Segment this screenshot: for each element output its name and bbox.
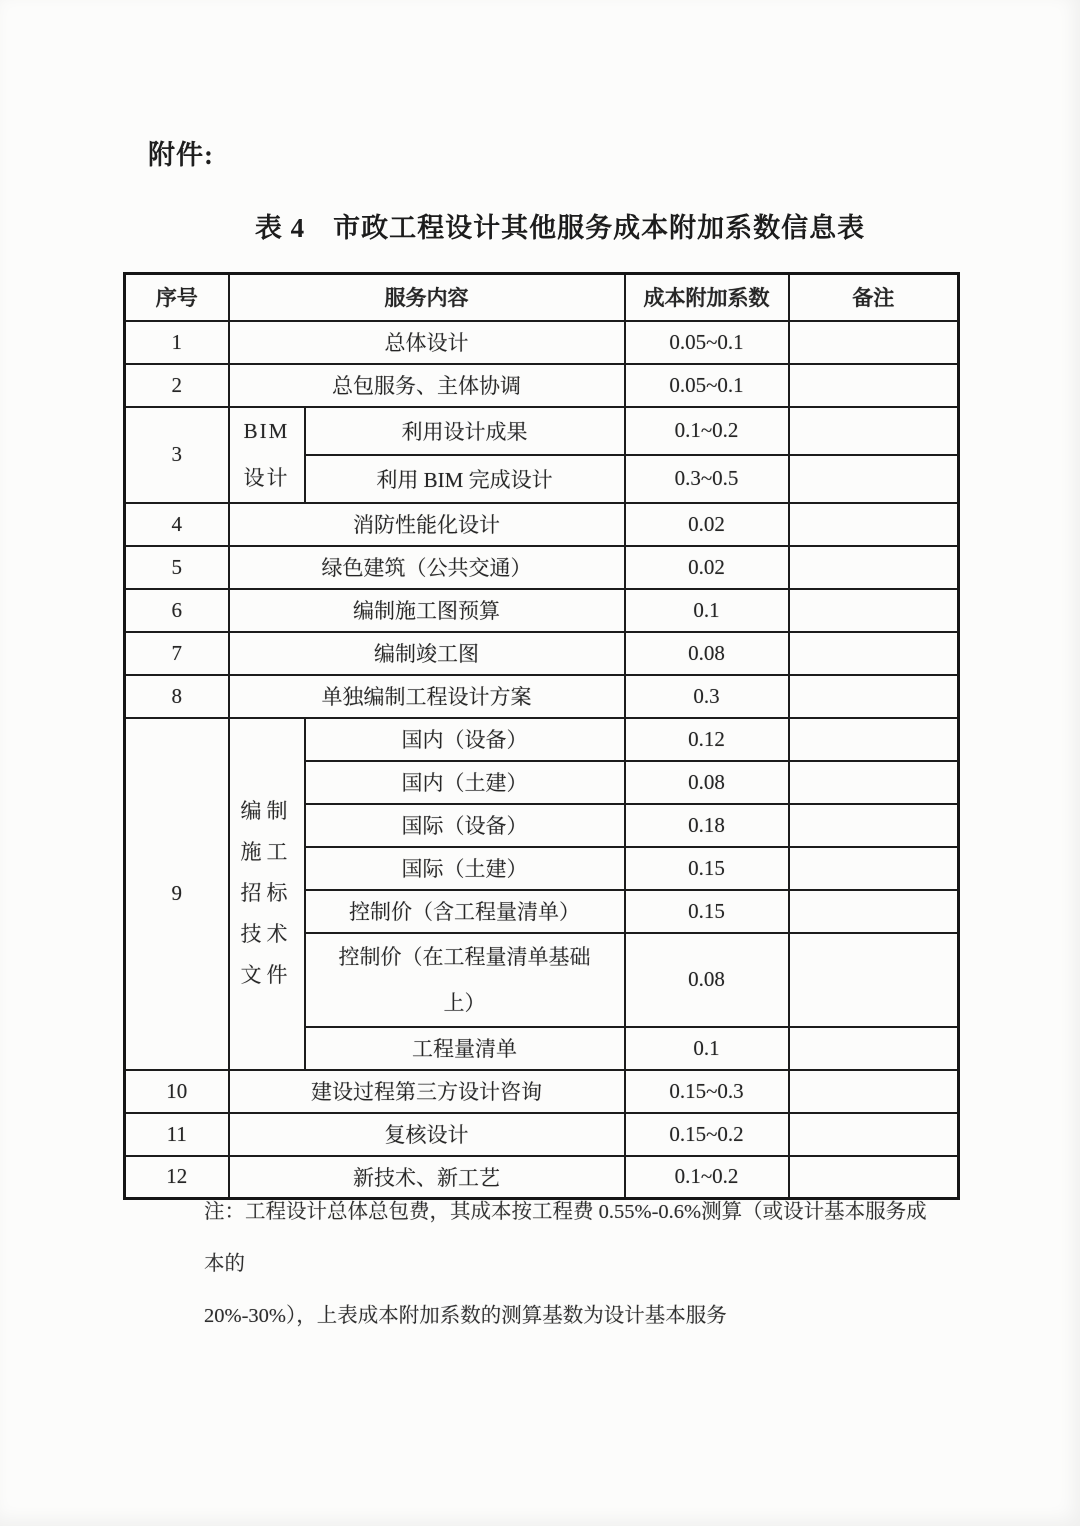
cost-coefficient-table: [123, 272, 960, 1200]
header-no: 序号: [125, 274, 229, 321]
service-cell: 编制施工图预算: [229, 589, 625, 632]
remark-cell: [789, 321, 959, 364]
coefficient-cell: 0.18: [625, 804, 789, 847]
coefficient-cell: 0.15: [625, 847, 789, 890]
coefficient-cell: 0.05~0.1: [625, 364, 789, 407]
remark-cell: [789, 589, 959, 632]
header-service: 服务内容: [229, 274, 625, 321]
service-cell: 国际（设备）: [305, 804, 625, 847]
service-cell: 新技术、新工艺: [229, 1156, 625, 1199]
row-no: 1: [125, 321, 229, 364]
header-coefficient: 成本附加系数: [625, 274, 789, 321]
row-no: 10: [125, 1070, 229, 1113]
group-label-line: 招标: [240, 881, 293, 905]
row-no: 3: [125, 407, 229, 503]
group-label-bim: [229, 407, 305, 503]
footnote-line: 注：工程设计总体总包费，其成本按工程费 0.55%-0.6%测算（或设计基本服务成本的: [204, 1201, 927, 1275]
row-no: 2: [125, 364, 229, 407]
group-label-line: 设计: [243, 465, 290, 490]
table-row: [125, 407, 959, 455]
remark-cell: [789, 890, 959, 933]
row-no: 5: [125, 546, 229, 589]
table-row: [125, 675, 959, 718]
service-cell: 利用 BIM 完成设计: [305, 455, 625, 503]
remark-cell: [789, 503, 959, 546]
service-cell: 国内（设备）: [305, 718, 625, 761]
coefficient-cell: 0.02: [625, 503, 789, 546]
remark-cell: [789, 761, 959, 804]
remark-cell: [789, 364, 959, 407]
coefficient-cell: 0.15: [625, 890, 789, 933]
row-no: 7: [125, 632, 229, 675]
service-cell: 复核设计: [229, 1113, 625, 1156]
table-header-row: [125, 274, 959, 321]
service-cell: 利用设计成果: [305, 407, 625, 455]
coefficient-cell: 0.3~0.5: [625, 455, 789, 503]
remark-cell: [789, 632, 959, 675]
service-cell: 控制价（含工程量清单）: [305, 890, 625, 933]
remark-cell: [789, 675, 959, 718]
row-no: 8: [125, 675, 229, 718]
group-label-line: 技术: [240, 922, 293, 946]
table-row: [125, 503, 959, 546]
page-title: 表 4 市政工程设计其他服务成本附加系数信息表: [254, 213, 866, 243]
coefficient-cell: 0.1~0.2: [625, 407, 789, 455]
table-row: [125, 1113, 959, 1156]
service-cell: [305, 933, 625, 1027]
remark-cell: [789, 804, 959, 847]
coefficient-cell: 0.15~0.2: [625, 1113, 789, 1156]
remark-cell: [789, 933, 959, 1027]
remark-cell: [789, 718, 959, 761]
table-row: [125, 632, 959, 675]
remark-cell: [789, 546, 959, 589]
row-no: 4: [125, 503, 229, 546]
coefficient-cell: 0.08: [625, 933, 789, 1027]
group-label-line: BIM: [243, 418, 290, 443]
remark-cell: [789, 1027, 959, 1070]
header-remark: 备注: [789, 274, 959, 321]
service-cell: 编制竣工图: [229, 632, 625, 675]
footnote: [204, 1186, 944, 1342]
service-cell: 单独编制工程设计方案: [229, 675, 625, 718]
remark-cell: [789, 847, 959, 890]
coefficient-cell: 0.12: [625, 718, 789, 761]
coefficient-cell: 0.05~0.1: [625, 321, 789, 364]
service-cell: 国内（土建）: [305, 761, 625, 804]
coefficient-cell: 0.15~0.3: [625, 1070, 789, 1113]
service-cell: 绿色建筑（公共交通）: [229, 546, 625, 589]
table-row: [125, 589, 959, 632]
service-cell: 国际（土建）: [305, 847, 625, 890]
attachment-label: 附件:: [148, 140, 214, 170]
coefficient-cell: 0.02: [625, 546, 789, 589]
service-cell: 总包服务、主体协调: [229, 364, 625, 407]
coefficient-cell: 0.1~0.2: [625, 1156, 789, 1199]
service-cell: 总体设计: [229, 321, 625, 364]
coefficient-cell: 0.08: [625, 761, 789, 804]
table-row: [125, 546, 959, 589]
table-row: [125, 1070, 959, 1113]
remark-cell: [789, 407, 959, 455]
table-row: [125, 364, 959, 407]
remark-cell: [789, 1070, 959, 1113]
coefficient-cell: 0.1: [625, 1027, 789, 1070]
row-no: 12: [125, 1156, 229, 1199]
remark-cell: [789, 1113, 959, 1156]
service-line: 上）: [443, 990, 486, 1015]
coefficient-cell: 0.08: [625, 632, 789, 675]
remark-cell: [789, 455, 959, 503]
service-cell: 消防性能化设计: [229, 503, 625, 546]
service-cell: 工程量清单: [305, 1027, 625, 1070]
row-no: 9: [125, 718, 229, 1070]
group-label-bidding-docs: [229, 718, 305, 1070]
row-no: 11: [125, 1113, 229, 1156]
coefficient-cell: 0.3: [625, 675, 789, 718]
group-label-line: 编制: [240, 799, 293, 823]
group-label-line: 施工: [240, 840, 293, 864]
service-line: 控制价（在工程量清单基础: [338, 944, 591, 969]
group-label-line: 文件: [240, 963, 293, 987]
footnote-line: 20%-30%），上表成本附加系数的测算基数为设计基本服务: [204, 1305, 727, 1327]
table-row: [125, 718, 959, 761]
row-no: 6: [125, 589, 229, 632]
table-row: [125, 321, 959, 364]
service-cell: 建设过程第三方设计咨询: [229, 1070, 625, 1113]
coefficient-cell: 0.1: [625, 589, 789, 632]
